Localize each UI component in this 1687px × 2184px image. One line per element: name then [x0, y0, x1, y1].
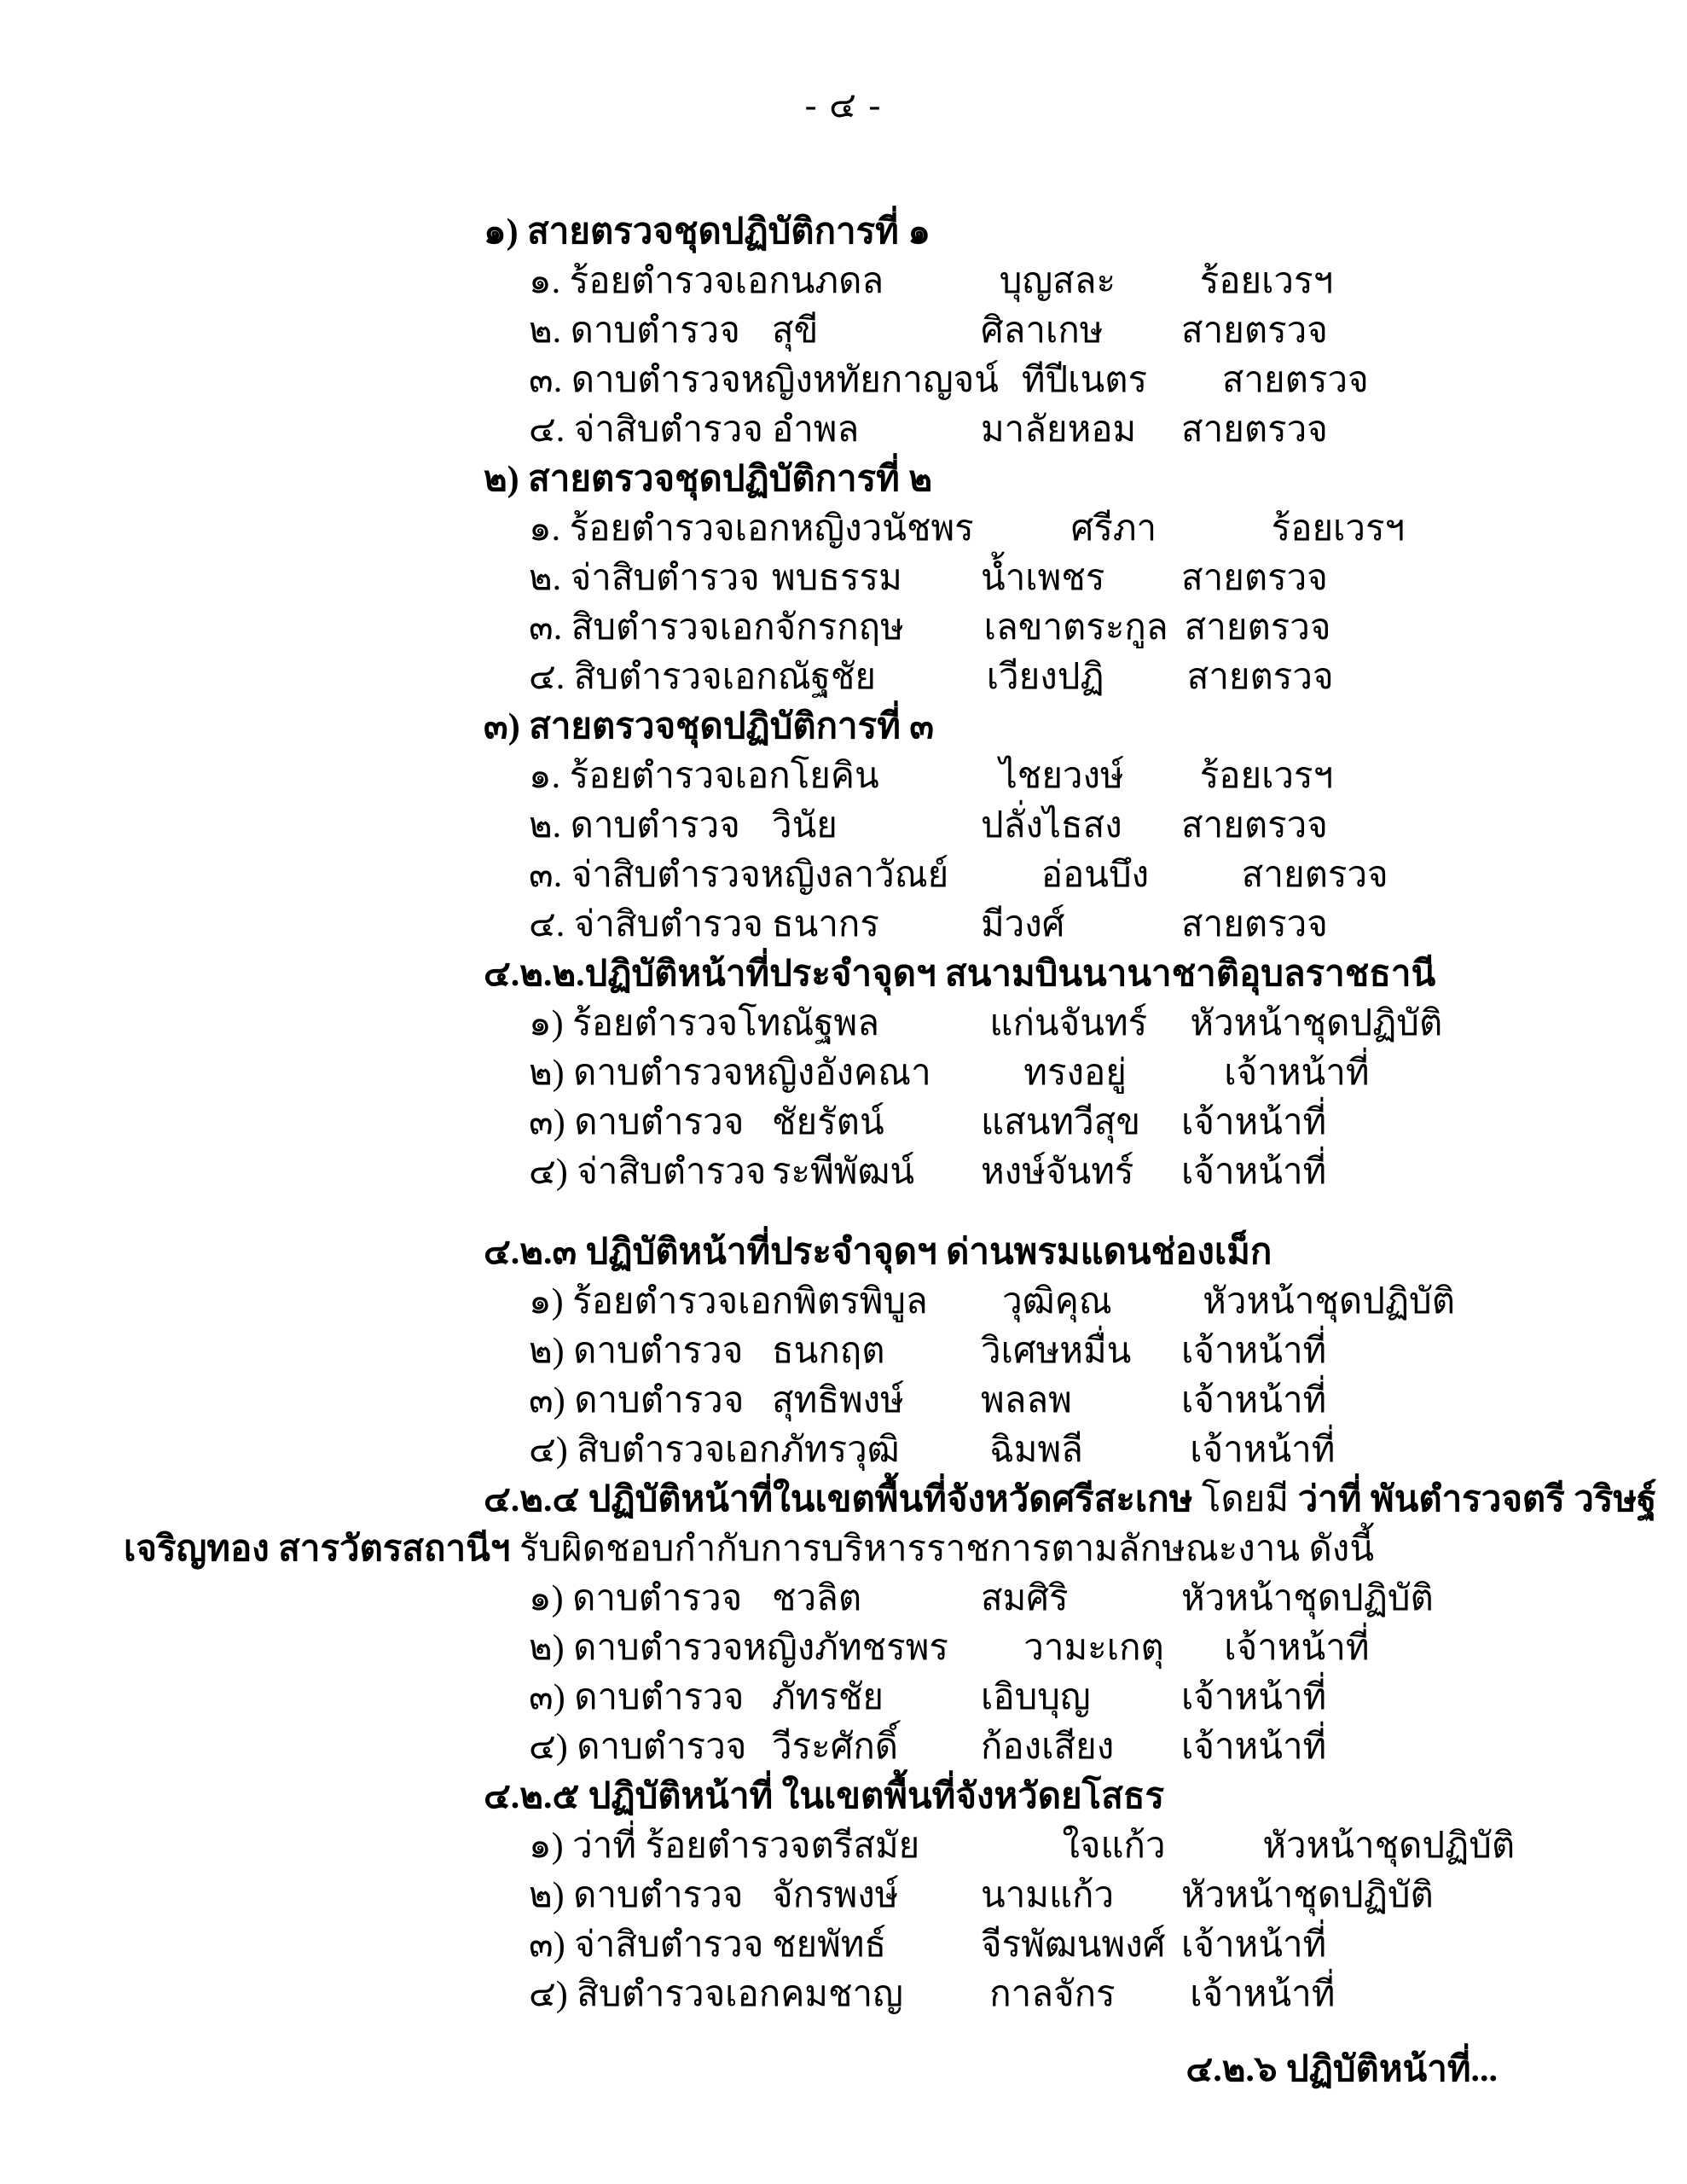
- personnel-row: [529, 306, 1687, 356]
- last-name: หงษ์จันทร์: [981, 1153, 1134, 1192]
- row-number-and-rank: ๑) ร้อยตำรวจเอก: [529, 1282, 794, 1321]
- personnel-row: [529, 1623, 1687, 1673]
- personnel-row: [529, 405, 1687, 455]
- duty: หัวหน้าชุดปฏิบัติ: [1262, 1827, 1516, 1866]
- duty: สายตรวจ: [1181, 410, 1328, 450]
- duty: เจ้าหน้าที่: [1181, 1332, 1327, 1371]
- section-header: ๑) สายตรวจชุดปฏิบัติการที่ ๑: [484, 212, 930, 252]
- personnel-row: [529, 1277, 1687, 1327]
- last-name: ทรงอยู่: [1023, 1054, 1127, 1093]
- duty: สายตรวจ: [1186, 658, 1334, 697]
- personnel-row: [529, 1821, 1687, 1871]
- duty: สายตรวจ: [1181, 559, 1328, 598]
- row-number-and-rank: ๒) ดาบตำรวจ: [529, 1876, 744, 1915]
- last-name: เวียงปฏิ: [986, 658, 1104, 697]
- last-name: บุญสละ: [999, 262, 1116, 301]
- personnel-row: [529, 1098, 1687, 1147]
- section: [0, 207, 1687, 455]
- section-paragraph-line1: [484, 1475, 1687, 1525]
- row-number-and-rank: ๔) จ่าสิบตำรวจ: [529, 1153, 767, 1192]
- personnel-row: [529, 1920, 1687, 1970]
- duty: ร้อยเวรฯ: [1199, 757, 1334, 796]
- last-name: แก่นจันทร์: [989, 1004, 1148, 1043]
- last-name: สมศิริ: [981, 1579, 1069, 1618]
- last-name: ทีปีเนตร: [1021, 361, 1148, 400]
- row-number-and-rank: ๑. ร้อยตำรวจเอกหญิง: [529, 509, 862, 549]
- first-name: นภดล: [790, 262, 884, 301]
- personnel-row: [529, 801, 1687, 851]
- row-number-and-rank: ๓) จ่าสิบตำรวจ: [529, 1926, 764, 1965]
- section: [0, 1475, 1687, 1772]
- section-header: ๒) สายตรวจชุดปฏิบัติการที่ ๒: [484, 460, 933, 499]
- duty: หัวหน้าชุดปฏิบัติ: [1190, 1004, 1443, 1043]
- duty: หัวหน้าชุดปฏิบัติ: [1181, 1876, 1434, 1915]
- row-number-and-rank: ๓) ดาบตำรวจ: [529, 1678, 745, 1717]
- personnel-row: [529, 1048, 1687, 1098]
- first-name: ชวลิต: [772, 1579, 862, 1618]
- duty: เจ้าหน้าที่: [1224, 1629, 1370, 1668]
- first-name: สุขี: [772, 311, 819, 351]
- duty: สายตรวจ: [1241, 856, 1388, 895]
- duty: สายตรวจ: [1221, 361, 1369, 400]
- duty: เจ้าหน้าที่: [1181, 1153, 1327, 1192]
- paragraph-text-bold: ๔.๒.๔ ปฏิบัติหน้าที่ในเขตพื้นที่จังหวัดศรีสะเกษ: [484, 1480, 1193, 1519]
- personnel-row: [529, 1722, 1687, 1772]
- duty: เจ้าหน้าที่: [1181, 1381, 1327, 1420]
- first-name: วนัชพร: [861, 509, 974, 549]
- section: [0, 950, 1687, 1197]
- last-name: ฉิมพลี: [989, 1431, 1083, 1470]
- paragraph-text: รับผิดชอบกำกับการบริหารราชการตามลักษณะงาน ดังนี้: [510, 1530, 1375, 1569]
- first-name: พบธรรม: [772, 559, 902, 598]
- first-name: โยคิน: [790, 757, 879, 796]
- duty: ร้อยเวรฯ: [1271, 509, 1406, 549]
- duty: เจ้าหน้าที่: [1181, 1926, 1327, 1965]
- row-number-and-rank: ๓) ดาบตำรวจ: [529, 1381, 745, 1420]
- duty: สายตรวจ: [1184, 608, 1331, 648]
- personnel-row: [529, 752, 1687, 801]
- duty: หัวหน้าชุดปฏิบัติ: [1181, 1579, 1434, 1618]
- last-name: ศิลาเกษ: [981, 311, 1104, 351]
- row-number-and-rank: ๓. ดาบตำรวจหญิง: [529, 361, 813, 400]
- row-number-and-rank: ๒) ดาบตำรวจ: [529, 1332, 744, 1371]
- page-number: - ๔ -: [804, 86, 883, 125]
- personnel-row: [529, 1673, 1687, 1722]
- duty: เจ้าหน้าที่: [1181, 1728, 1327, 1767]
- section-header: ๔.๒.๓ ปฏิบัติหน้าที่ประจำจุดฯ ด่านพรมแดนช่องเม็ก: [484, 1233, 1272, 1272]
- section-header: ๓) สายตรวจชุดปฏิบัติการที่ ๓: [484, 707, 935, 746]
- first-name: ภัทรชัย: [772, 1678, 884, 1717]
- first-name: ภัทชรพร: [815, 1629, 948, 1668]
- first-name: พิตรพิบูล: [793, 1282, 928, 1321]
- last-name: ก้องเสียง: [981, 1728, 1115, 1767]
- section: [0, 1228, 1687, 1475]
- last-name: วิเศษหมื่น: [981, 1332, 1132, 1371]
- personnel-row: [529, 999, 1687, 1048]
- paragraph-text: โดยมี: [1192, 1480, 1298, 1519]
- last-name: พลลพ: [981, 1381, 1072, 1420]
- personnel-row: [529, 653, 1687, 702]
- last-name: นามแก้ว: [981, 1876, 1115, 1915]
- first-name: วินัย: [772, 806, 838, 845]
- personnel-row: [529, 1327, 1687, 1376]
- section: [0, 1772, 1687, 2019]
- last-name: ปลั่งไธสง: [981, 806, 1122, 845]
- personnel-row: [529, 1426, 1687, 1475]
- duty: เจ้าหน้าที่: [1181, 1678, 1327, 1717]
- row-number-and-rank: ๑) ดาบตำรวจ: [529, 1579, 743, 1618]
- first-name: ลาวัณย์: [832, 856, 949, 895]
- row-number-and-rank: ๓. สิบตำรวจเอก: [529, 608, 775, 648]
- personnel-row: [529, 1574, 1687, 1623]
- row-number-and-rank: ๔. จ่าสิบตำรวจ: [529, 410, 763, 450]
- personnel-row: [529, 504, 1687, 554]
- first-name: ณัฐพล: [780, 1004, 879, 1043]
- duty: เจ้าหน้าที่: [1190, 1975, 1336, 2014]
- duty: เจ้าหน้าที่: [1224, 1054, 1370, 1093]
- first-name: อังคณา: [815, 1054, 931, 1093]
- personnel-row: [529, 356, 1687, 405]
- row-number-and-rank: ๔) ดาบตำรวจ: [529, 1728, 747, 1767]
- first-name: จักรพงษ์: [772, 1876, 899, 1915]
- row-number-and-rank: ๑. ร้อยตำรวจเอก: [529, 262, 791, 301]
- personnel-row: [529, 1376, 1687, 1426]
- first-name: ชยพัทธ์: [772, 1926, 887, 1965]
- first-name: หทัยกาญจน์: [812, 361, 999, 400]
- paragraph-text-bold: เจริญทอง สารวัตรสถานีฯ: [124, 1530, 511, 1569]
- personnel-row: [529, 1871, 1687, 1920]
- personnel-row: [529, 900, 1687, 950]
- section-header: ๔.๒.๒.ปฏิบัติหน้าที่ประจำจุดฯ สนามบินนานาชาติอุบลราชธานี: [484, 955, 1436, 994]
- personnel-row: [529, 851, 1687, 900]
- first-name: คมชาญ: [780, 1975, 903, 2014]
- row-number-and-rank: ๒. จ่าสิบตำรวจ: [529, 559, 760, 598]
- row-number-and-rank: ๒. ดาบตำรวจ: [529, 806, 740, 845]
- personnel-row: [529, 1970, 1687, 2019]
- last-name: น้ำเพชร: [981, 559, 1105, 598]
- duty: สายตรวจ: [1181, 806, 1328, 845]
- last-name: เลขาตระกูล: [983, 608, 1168, 648]
- row-number-and-rank: ๔. จ่าสิบตำรวจ: [529, 905, 763, 944]
- row-number-and-rank: ๔) สิบตำรวจเอก: [529, 1431, 781, 1470]
- last-name: เอิบบุญ: [981, 1678, 1091, 1717]
- last-name: วุฒิคุณ: [1002, 1282, 1112, 1321]
- first-name: อำพล: [772, 410, 860, 450]
- first-name: ธนกฤต: [772, 1332, 885, 1371]
- personnel-row: [529, 1147, 1687, 1197]
- first-name: จักรกฤษ: [774, 608, 904, 648]
- last-name: มาลัยหอม: [981, 410, 1137, 450]
- duty: ร้อยเวรฯ: [1199, 262, 1334, 301]
- last-name: แสนทวีสุข: [981, 1103, 1141, 1142]
- duty: หัวหน้าชุดปฏิบัติ: [1203, 1282, 1455, 1321]
- sections: [0, 207, 1687, 2019]
- row-number-and-rank: ๔) สิบตำรวจเอก: [529, 1975, 781, 2014]
- first-name: ธนากร: [772, 905, 879, 944]
- duty: เจ้าหน้าที่: [1190, 1431, 1336, 1470]
- row-number-and-rank: ๒) ดาบตำรวจหญิง: [529, 1054, 815, 1093]
- row-number-and-rank: ๑) ว่าที่ ร้อยตำรวจตรี: [529, 1827, 854, 1866]
- last-name: อ่อนบึง: [1041, 856, 1150, 895]
- row-number-and-rank: ๔. สิบตำรวจเอก: [529, 658, 778, 697]
- last-name: มีวงศ์: [981, 905, 1065, 944]
- first-name: สุทธิพงษ์: [772, 1381, 904, 1420]
- personnel-row: [529, 603, 1687, 653]
- duty: สายตรวจ: [1181, 311, 1328, 351]
- section-paragraph-line2: [124, 1525, 1687, 1574]
- last-name: จีรพัฒนพงศ์: [981, 1926, 1166, 1965]
- last-name: วามะเกตุ: [1023, 1629, 1164, 1668]
- first-name: ณัฐชัย: [777, 658, 876, 697]
- duty: เจ้าหน้าที่: [1181, 1103, 1327, 1142]
- section: [0, 702, 1687, 950]
- section: [0, 455, 1687, 702]
- row-number-and-rank: ๒) ดาบตำรวจหญิง: [529, 1629, 815, 1668]
- section-header: ๔.๒.๕ ปฏิบัติหน้าที่ ในเขตพื้นที่จังหวัดยโสธร: [484, 1777, 1165, 1816]
- continuation-note: ๔.๒.๖ ปฏิบัติหน้าที่...: [1186, 2050, 1498, 2089]
- first-name: วีระศักดิ์: [772, 1728, 899, 1767]
- paragraph-text-bold: ว่าที่ พันตำรวจตรี วริษฐ์: [1297, 1480, 1657, 1519]
- first-name: ชัยรัตน์: [772, 1103, 884, 1142]
- last-name: ไชยวงษ์: [999, 757, 1124, 796]
- first-name: สมัย: [853, 1827, 920, 1866]
- personnel-row: [529, 257, 1687, 306]
- personnel-row: [529, 554, 1687, 603]
- row-number-and-rank: ๓. จ่าสิบตำรวจหญิง: [529, 856, 832, 895]
- last-name: กาลจักร: [989, 1975, 1116, 2014]
- duty: สายตรวจ: [1181, 905, 1328, 944]
- row-number-and-rank: ๑. ร้อยตำรวจเอก: [529, 757, 791, 796]
- row-number-and-rank: ๑) ร้อยตำรวจโท: [529, 1004, 781, 1043]
- first-name: ภัทรวุฒิ: [780, 1431, 900, 1470]
- row-number-and-rank: ๒. ดาบตำรวจ: [529, 311, 740, 351]
- last-name: ใจแก้ว: [1062, 1827, 1166, 1866]
- last-name: ศรีภา: [1070, 509, 1157, 549]
- first-name: ระพีพัฒน์: [772, 1153, 915, 1192]
- row-number-and-rank: ๓) ดาบตำรวจ: [529, 1103, 745, 1142]
